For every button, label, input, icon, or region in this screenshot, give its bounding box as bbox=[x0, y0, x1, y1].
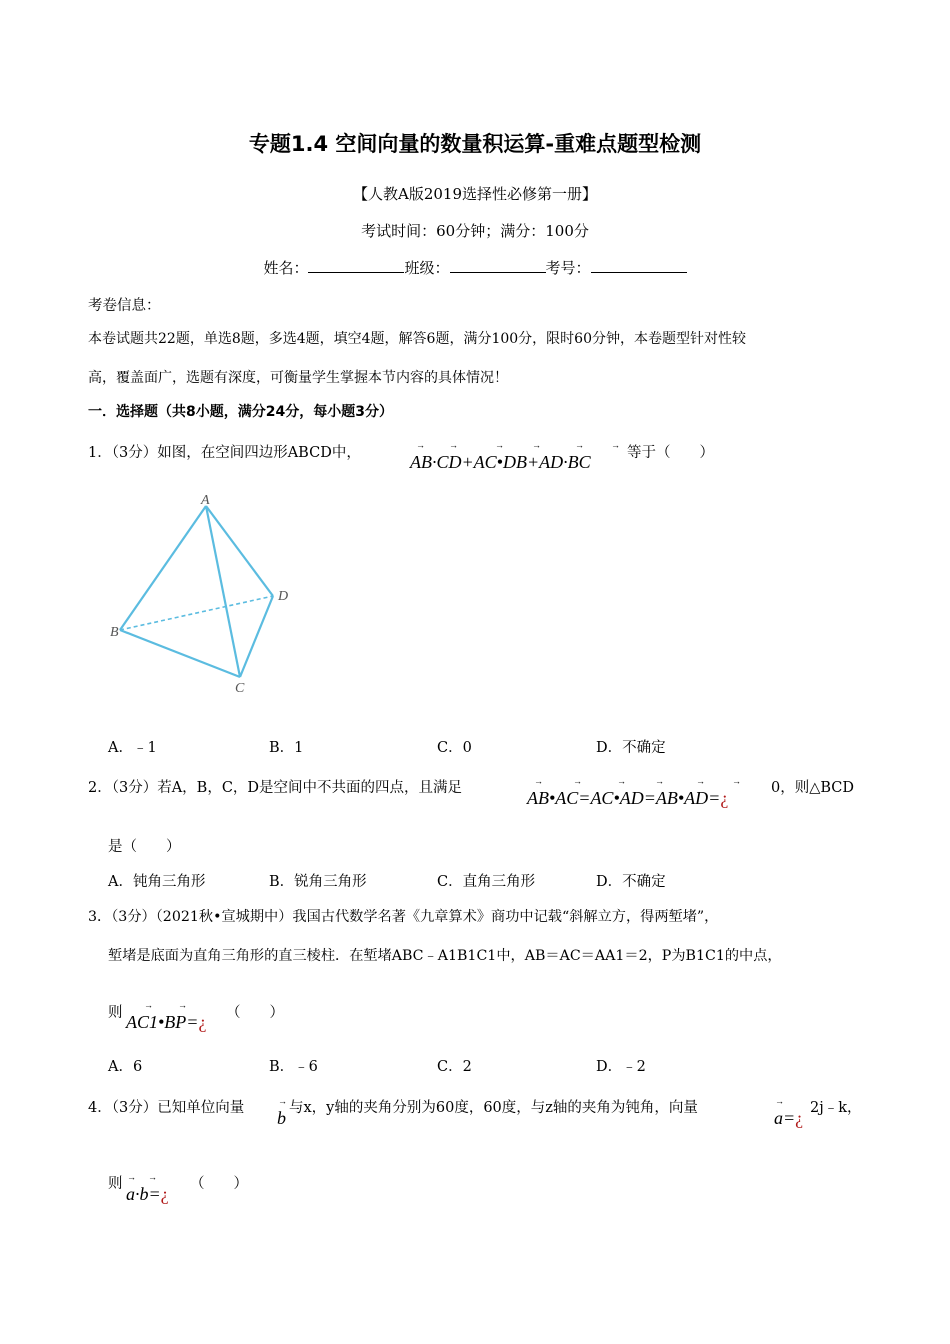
q3-prefix: 则 bbox=[108, 1005, 123, 1021]
q2-glyph: ¿ bbox=[720, 788, 729, 808]
page-title: 专题1.4 空间向量的数量积运算-重难点题型检测 bbox=[248, 132, 702, 156]
name-field[interactable] bbox=[308, 258, 404, 273]
q3-option-b[interactable]: B．﹣6 bbox=[269, 1059, 318, 1075]
page-subtitle: 【人教A版2019选择性必修第一册】 bbox=[352, 185, 597, 203]
q3-line-1: 3．（3分）（2021秋•宣城期中）我国古代数学名著《九章算术》商功中记载“斜解立方，得两堑堵”， bbox=[88, 909, 719, 925]
q4-formula-text: a·b= bbox=[126, 1184, 161, 1204]
q2-option-a[interactable]: A．钝角三角形 bbox=[108, 874, 206, 890]
q4-tail: （ ） bbox=[190, 1176, 248, 1192]
info-line-1: 本卷试题共22题，单选8题，多选4题，填空4题，解答6题，满分100分，限时60分钟，本卷题型针对性较 bbox=[88, 331, 746, 347]
q2-option-d[interactable]: D．不确定 bbox=[596, 874, 666, 890]
tetrahedron-figure bbox=[100, 488, 310, 698]
q1-option-d[interactable]: D．不确定 bbox=[596, 740, 666, 756]
q2-option-b[interactable]: B．锐角三角形 bbox=[269, 874, 367, 890]
student-info-fields bbox=[0, 257, 950, 278]
number-label: 考号： bbox=[545, 259, 591, 277]
q4-after: 2j﹣k， bbox=[810, 1100, 862, 1116]
q2-line-2: 是（ ） bbox=[108, 839, 181, 855]
vertex-label-b: B bbox=[110, 625, 119, 640]
q3-tail: （ ） bbox=[226, 1005, 284, 1021]
q2-option-c[interactable]: C．直角三角形 bbox=[437, 874, 536, 890]
q3-option-c[interactable]: C．2 bbox=[437, 1059, 472, 1075]
q4-formula: → → a·b=¿ bbox=[126, 1172, 169, 1204]
q1-text: 1．（3分）如图，在空间四边形ABCD中， bbox=[88, 445, 361, 461]
q3-line-2: 堑堵是底面为直角三角形的直三棱柱．在堑堵ABC﹣A1B1C1中，AB＝AC＝AA1＝2，P为B1C1的中点， bbox=[108, 948, 782, 964]
section-heading: 一．选择题（共8小题，满分24分，每小题3分） bbox=[88, 404, 393, 420]
q3-formula: → → AC1•BP=¿ bbox=[126, 1000, 207, 1032]
info-heading: 考卷信息： bbox=[88, 298, 161, 314]
class-label: 班级： bbox=[404, 259, 450, 277]
q4-glyph: ¿ bbox=[160, 1184, 169, 1204]
q2-text: 2．（3分）若A，B，C，D是空间中不共面的四点，且满足 bbox=[88, 780, 463, 796]
q4-vec-b: → b bbox=[277, 1096, 287, 1128]
exam-time: 考试时间：60分钟；满分：100分 bbox=[361, 222, 589, 240]
q3-option-a[interactable]: A．6 bbox=[108, 1059, 143, 1075]
q4-formula-a-text: a= bbox=[774, 1108, 796, 1128]
q3-option-d[interactable]: D．﹣2 bbox=[596, 1059, 646, 1075]
q1-option-c[interactable]: C．0 bbox=[437, 740, 472, 756]
q4-mid: 与x，y轴的夹角分别为60度，60度，与z轴的夹角为钝角，向量 bbox=[289, 1100, 698, 1116]
q3-glyph: ¿ bbox=[198, 1012, 207, 1032]
q4-vec-b-text: b bbox=[277, 1108, 286, 1128]
q1-tail: 等于（ ） bbox=[627, 445, 714, 461]
q4-glyph-a: ¿ bbox=[795, 1108, 804, 1128]
q4-formula-a: → a=¿ bbox=[774, 1096, 804, 1128]
info-line-2: 高，覆盖面广，选题有深度，可衡量学生掌握本节内容的具体情况！ bbox=[88, 370, 508, 386]
vertex-label-d: D bbox=[278, 589, 289, 604]
q2-tail: 0，则△BCD bbox=[771, 780, 855, 796]
name-label: 姓名： bbox=[263, 259, 309, 277]
number-field[interactable] bbox=[591, 258, 687, 273]
q4-text: 4．（3分）已知单位向量 bbox=[88, 1100, 245, 1116]
vertex-label-a: A bbox=[201, 493, 210, 508]
q4-prefix: 则 bbox=[108, 1176, 123, 1192]
class-field[interactable] bbox=[450, 258, 546, 273]
q1-option-b[interactable]: B．1 bbox=[269, 740, 304, 756]
q2-formula: → → → → → → AB•AC=AC•AD=AB•AD=¿ bbox=[527, 776, 741, 808]
vertex-label-c: C bbox=[235, 681, 245, 696]
q1-formula: → → → → → → AB·CD+AC•DB+AD·BC bbox=[410, 440, 620, 472]
q2-formula-text: AB•AC=AC•AD=AB•AD= bbox=[527, 788, 721, 808]
q1-formula-text: AB·CD+AC•DB+AD·BC bbox=[410, 452, 591, 472]
q3-formula-text: AC1•BP= bbox=[126, 1012, 199, 1032]
q1-option-a[interactable]: A．﹣1 bbox=[108, 740, 157, 756]
